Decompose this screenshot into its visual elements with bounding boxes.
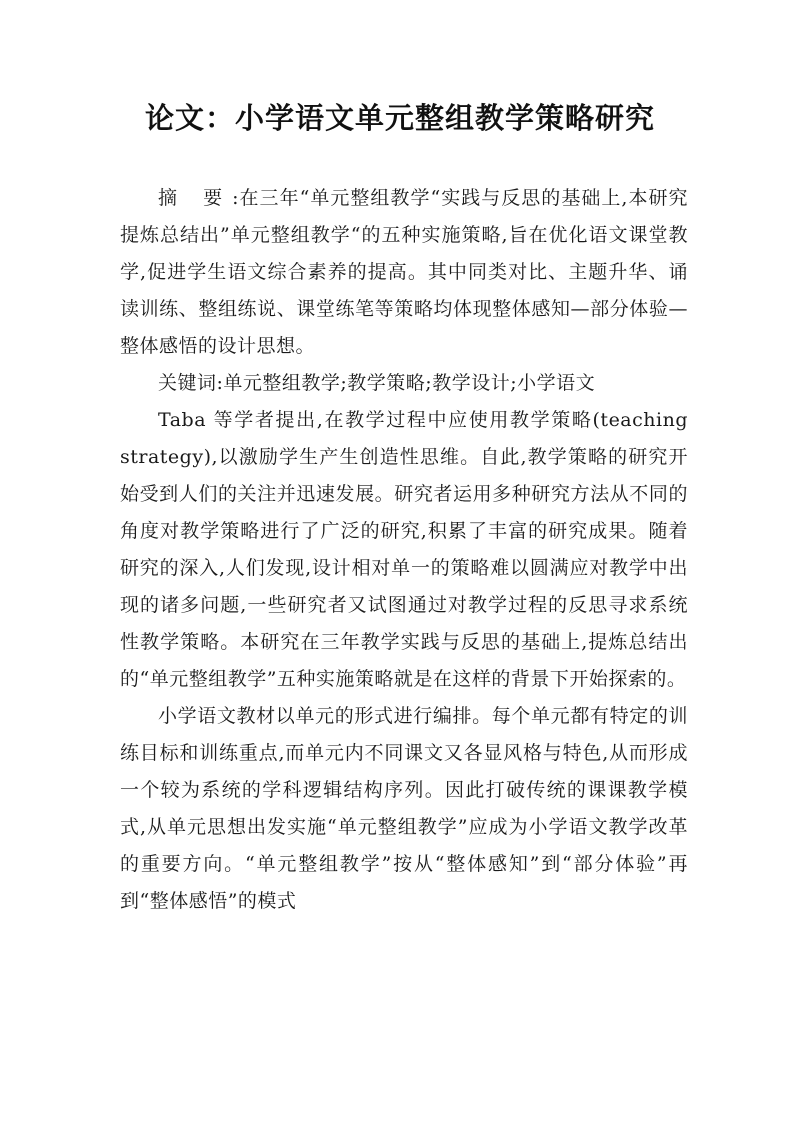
keywords-line: 关键词:单元整组教学;教学策略;教学设计;小学语文: [158, 372, 596, 394]
body-paragraph-1: Taba 等学者提出,在教学过程中应使用教学策略(teaching strategy),以激励学生产生创造性思维。自此,教学策略的研究开始受到人们的关注并迅速发展。研究者运用多种研究方法从不同的角度对教学策略进行了广泛的研究,积累了丰富的研究成果。随着研究的深入,人们发现,设计相对单一的策略难以圆满应对教学中出现的诸多问题,一些研究者又试图通过对教学过程的反思寻求系统性教学策略。本研究在三年教学实践与反思的基础上,提炼总结出的“单元整组教学”五种实施策略就是在这样的背景下开始探索的。: [120, 409, 688, 690]
abstract-label: 摘 要: [158, 187, 233, 209]
document-title: 论文：小学语文单元整组教学策略研究: [144, 101, 655, 135]
document-body: [120, 180, 688, 920]
body-paragraph-2: 小学语文教材以单元的形式进行编排。每个单元都有特定的训练目标和训练重点,而单元内不同课文又各显风格与特色,从而形成一个较为系统的学科逻辑结构序列。因此打破传统的课课教学模式,从单元思想出发实施“单元整组教学”应成为小学语文教学改革的重要方向。“单元整组教学”按从“整体感知”到“部分体验”再到“整体感悟”的模式: [120, 705, 688, 912]
abstract-text: :在三年“单元整组教学“实践与反思的基础上,本研究提炼总结出”单元整组教学“的五种实施策略,旨在优化语文课堂教学,促进学生语文综合素养的提高。其中同类对比、主题升华、诵读训练、整组练说、课堂练笔等策略均体现整体感知—部分体验—整体感悟的设计思想。: [120, 187, 688, 357]
abstract-paragraph: [120, 180, 688, 365]
